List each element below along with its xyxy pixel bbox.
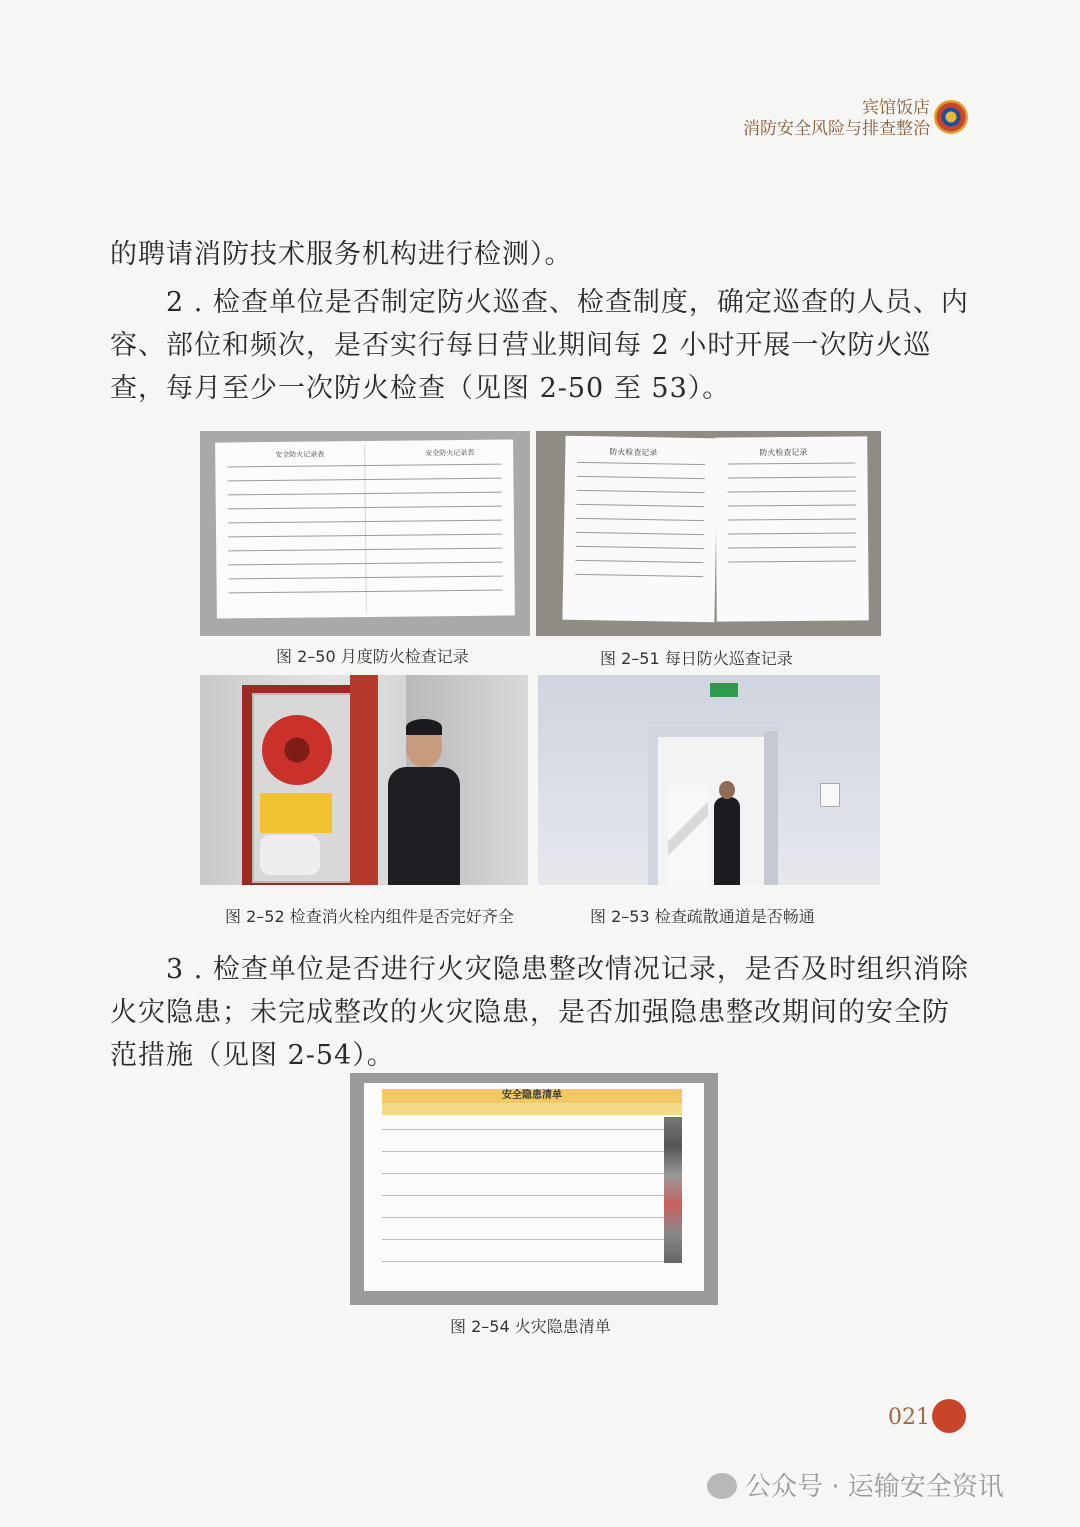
header-line-1: 宾馆饭店	[862, 98, 930, 118]
exit-sign-icon	[710, 683, 738, 697]
sheet-title-left: 安全防火记录表	[275, 450, 325, 459]
header-line-2: 消防安全风险与排查整治	[743, 119, 930, 139]
figure-evacuation-route-photo	[538, 675, 880, 885]
page-marker-dot	[932, 1399, 966, 1433]
caption-fig-2-50: 图 2–50 月度防火检查记录	[276, 647, 469, 666]
hydrant-reel-icon	[262, 715, 332, 785]
page-number: 021	[888, 1405, 930, 1430]
wechat-icon	[707, 1473, 737, 1499]
sheet-title: 安全隐患清单	[382, 1089, 682, 1103]
watermark-text: 公众号 · 运输安全资讯	[745, 1472, 1004, 1502]
page-title-right: 防火检查记录	[759, 447, 808, 458]
caption-fig-2-51: 图 2–51 每日防火巡查记录	[600, 649, 793, 668]
running-header	[743, 98, 930, 140]
paragraph-item-3: 3 . 检查单位是否进行火灾隐患整改情况记录，是否及时组织消除火灾隐患；未完成整改的火灾隐患，是否加强隐患整改期间的安全防范措施（见图 2-54）。	[110, 954, 969, 1071]
figure-hydrant-check-photo	[200, 675, 528, 885]
caption-fig-2-53: 图 2–53 检查疏散通道是否畅通	[590, 907, 815, 926]
figure-monthly-inspection-photo	[200, 431, 530, 636]
watermark	[707, 1466, 1004, 1503]
caption-fig-2-52: 图 2–52 检查消火栓内组件是否完好齐全	[225, 907, 514, 926]
inspector-figure	[388, 723, 460, 885]
figure-hazard-list-photo	[350, 1073, 718, 1305]
paragraph-item-2: 2 . 检查单位是否制定防火巡查、检查制度，确定巡查的人员、内容、部位和频次，是否实行每日营业期间每 2 小时开展一次防火巡查，每月至少一次防火检查（见图 2-50 至 53）。	[110, 287, 969, 404]
caption-fig-2-54: 图 2–54 火灾隐患清单	[450, 1317, 611, 1336]
sheet-title-right: 安全防火记录表	[425, 448, 475, 458]
figure-daily-patrol-photo	[536, 431, 881, 636]
paragraph-continued: 的聘请消防技术服务机构进行检测）。	[110, 239, 573, 270]
page-title-left: 防火检查记录	[609, 447, 658, 458]
fire-emblem-icon	[934, 100, 968, 134]
